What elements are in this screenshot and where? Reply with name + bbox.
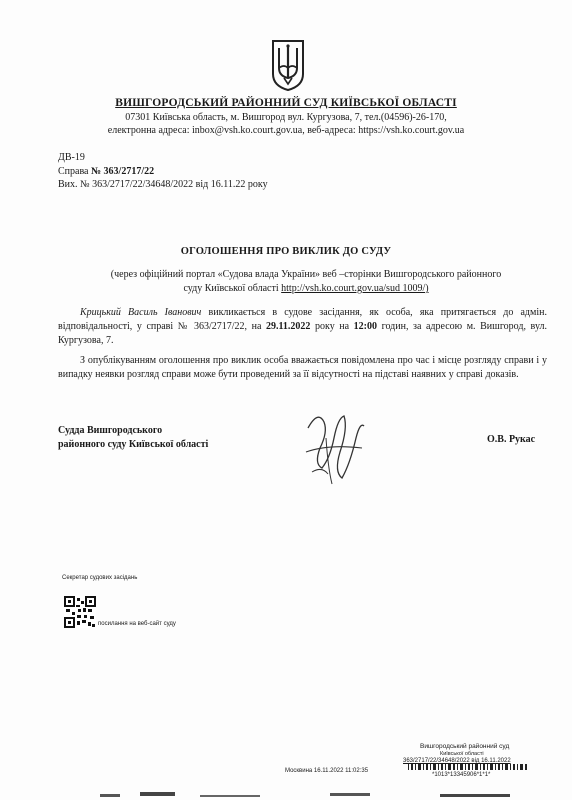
court-address: 07301 Київська область, м. Вишгород вул. Кургузова, 7, тел.(04596)-26-170,	[125, 112, 447, 123]
trident-coat-of-arms-icon	[270, 38, 306, 92]
case-prefix: Справа	[58, 166, 91, 177]
hearing-time: 12:00	[353, 321, 378, 332]
stamp-reference: 363/2717/22/34648/2022 від 16.11.2022	[403, 758, 511, 764]
judge-title: Судда Вишгородського районного суду Київської області	[58, 425, 209, 450]
qr-code-icon[interactable]	[64, 596, 96, 628]
court-name: ВИШГОРОДСЬКИЙ РАЙОННИЙ СУД КИЇВСЬКОЇ ОБЛАСТІ	[115, 97, 457, 109]
secretary-label: Секретар судових засідань	[62, 575, 138, 581]
notice-subtitle-line1: (через офіційний портал «Судова влада України» веб –сторінки Вишгородського районного	[110, 269, 502, 280]
outgoing-number: Вих. № 363/2717/22/34648/2022 від 16.11.22 року	[58, 179, 268, 190]
subtitle-prefix: суду Київської області	[183, 283, 282, 294]
stamp-code: *1013*13345906*1*1*	[432, 772, 491, 778]
scan-edge-artifact	[0, 786, 572, 800]
stamp-date: Москвина 16.11.2022 11:02:35	[285, 768, 369, 774]
notice-paragraph-consequences: З опублікуванням оголошення про виклик особа вважається повідомлена про час і місце розгляду справи і у випадку неявки розгляд справи може бути проведений за її відсутності на підставі наявних у справі доказів.	[58, 355, 547, 380]
form-code: ДВ-19	[58, 152, 85, 163]
court-contacts: електронна адреса: inbox@vsh.ko.court.gov.ua, веб-адреса: https://vsh.ko.court.gov.ua	[107, 125, 465, 136]
hearing-date: 29.11.2022	[265, 321, 311, 332]
stamp-court-region: Київської області	[440, 751, 484, 757]
case-number-line	[58, 166, 154, 177]
handwritten-signature-icon	[298, 408, 368, 486]
qr-caption: посилання на веб-сайт суду	[98, 621, 176, 627]
notice-title: ОГОЛОШЕННЯ ПРО ВИКЛИК ДО СУДУ	[180, 246, 392, 257]
judge-name: О.В. Рукас	[487, 434, 536, 445]
case-number: № 363/2717/22	[91, 166, 155, 177]
notice-subtitle-line2	[60, 283, 552, 294]
court-website-link[interactable]: http://vsh.ko.court.gov.ua/sud 1009/)	[281, 283, 429, 294]
summoned-person: Крицький Василь Іванович	[80, 307, 202, 318]
barcode-icon	[408, 764, 528, 770]
notice-paragraph-summons: Крицький Василь Іванович викликається в судове засідання, як особа, яка притягається до адмін. відповідальності, у справі № 363/2717/22, на 29.11.2022 року на 12:00 годин, за адресою м. Вишгород, вул. Кургузова, 7.	[58, 307, 547, 346]
stamp-court-name: Вишгородський районний суд	[420, 743, 510, 750]
